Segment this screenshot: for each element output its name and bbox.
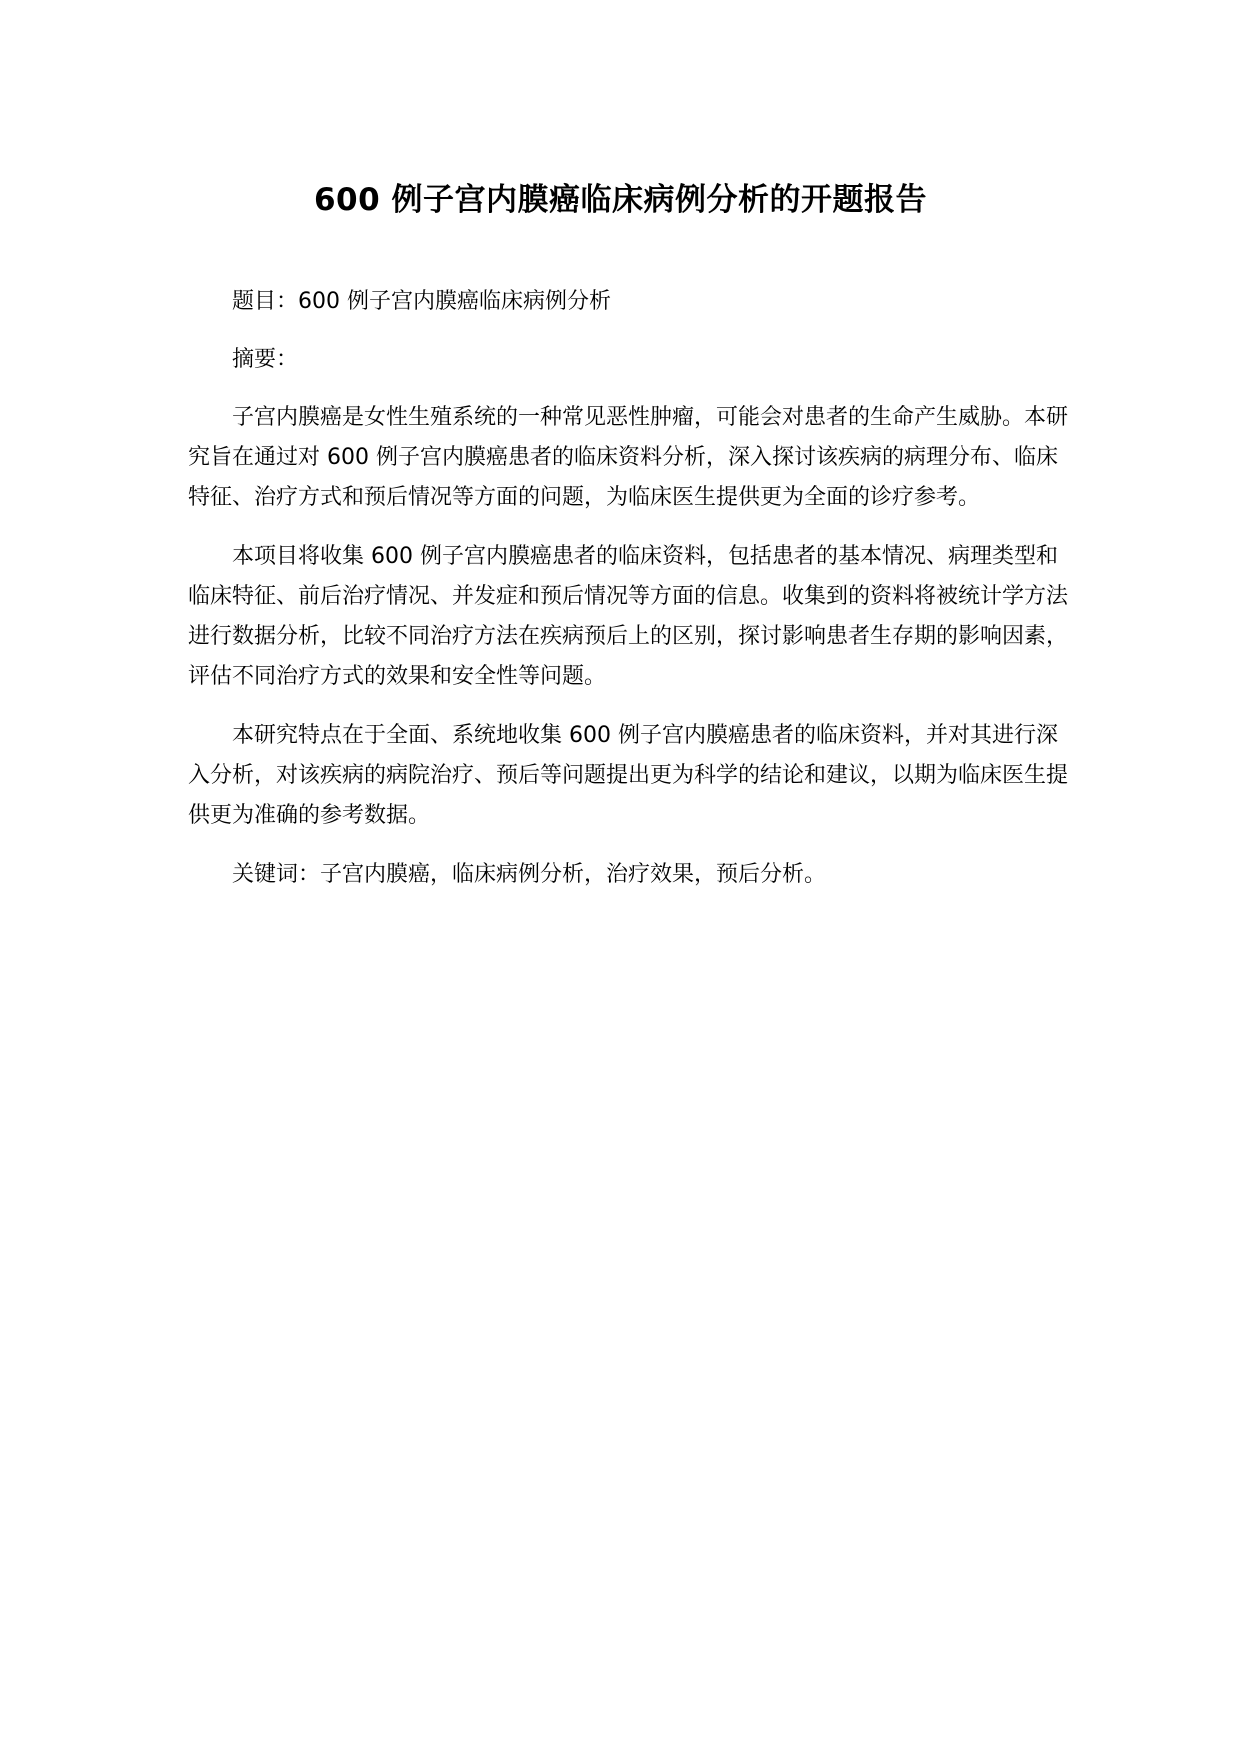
abstract-paragraph-2: 本项目将收集 600 例子宫内膜癌患者的临床资料，包括患者的基本情况、病理类型和临床特征、前后治疗情况、并发症和预后情况等方面的信息。收集到的资料将被统计学方法进行数据分析，比较不同治疗方法在疾病预后上的区别，探讨影响患者生存期的影响因素，评估不同治疗方式的效果和安全性等问题。 (188, 544, 1069, 689)
abstract-paragraph-3: 本研究特点在于全面、系统地收集 600 例子宫内膜癌患者的临床资料，并对其进行深入分析，对该疾病的病院治疗、预后等问题提出更为科学的结论和建议，以期为临床医生提供更为准确的参考数据。 (188, 723, 1069, 828)
keywords-line: 关键词：子宫内膜癌，临床病例分析，治疗效果，预后分析。 (232, 862, 827, 887)
abstract-label: 摘要： (232, 347, 299, 372)
document-body (188, 282, 1068, 895)
topic-line: 题目：600 例子宫内膜癌临床病例分析 (232, 289, 611, 314)
abstract-paragraph-1: 子宫内膜癌是女性生殖系统的一种常见恶性肿瘤，可能会对患者的生命产生威胁。本研究旨在通过对 600 例子宫内膜癌患者的临床资料分析，深入探讨该疾病的病理分布、临床特征、治疗方式和预后情况等方面的问题，为临床医生提供更为全面的诊疗参考。 (188, 405, 1069, 510)
document-title: 600 例子宫内膜癌临床病例分析的开题报告 (313, 182, 927, 218)
